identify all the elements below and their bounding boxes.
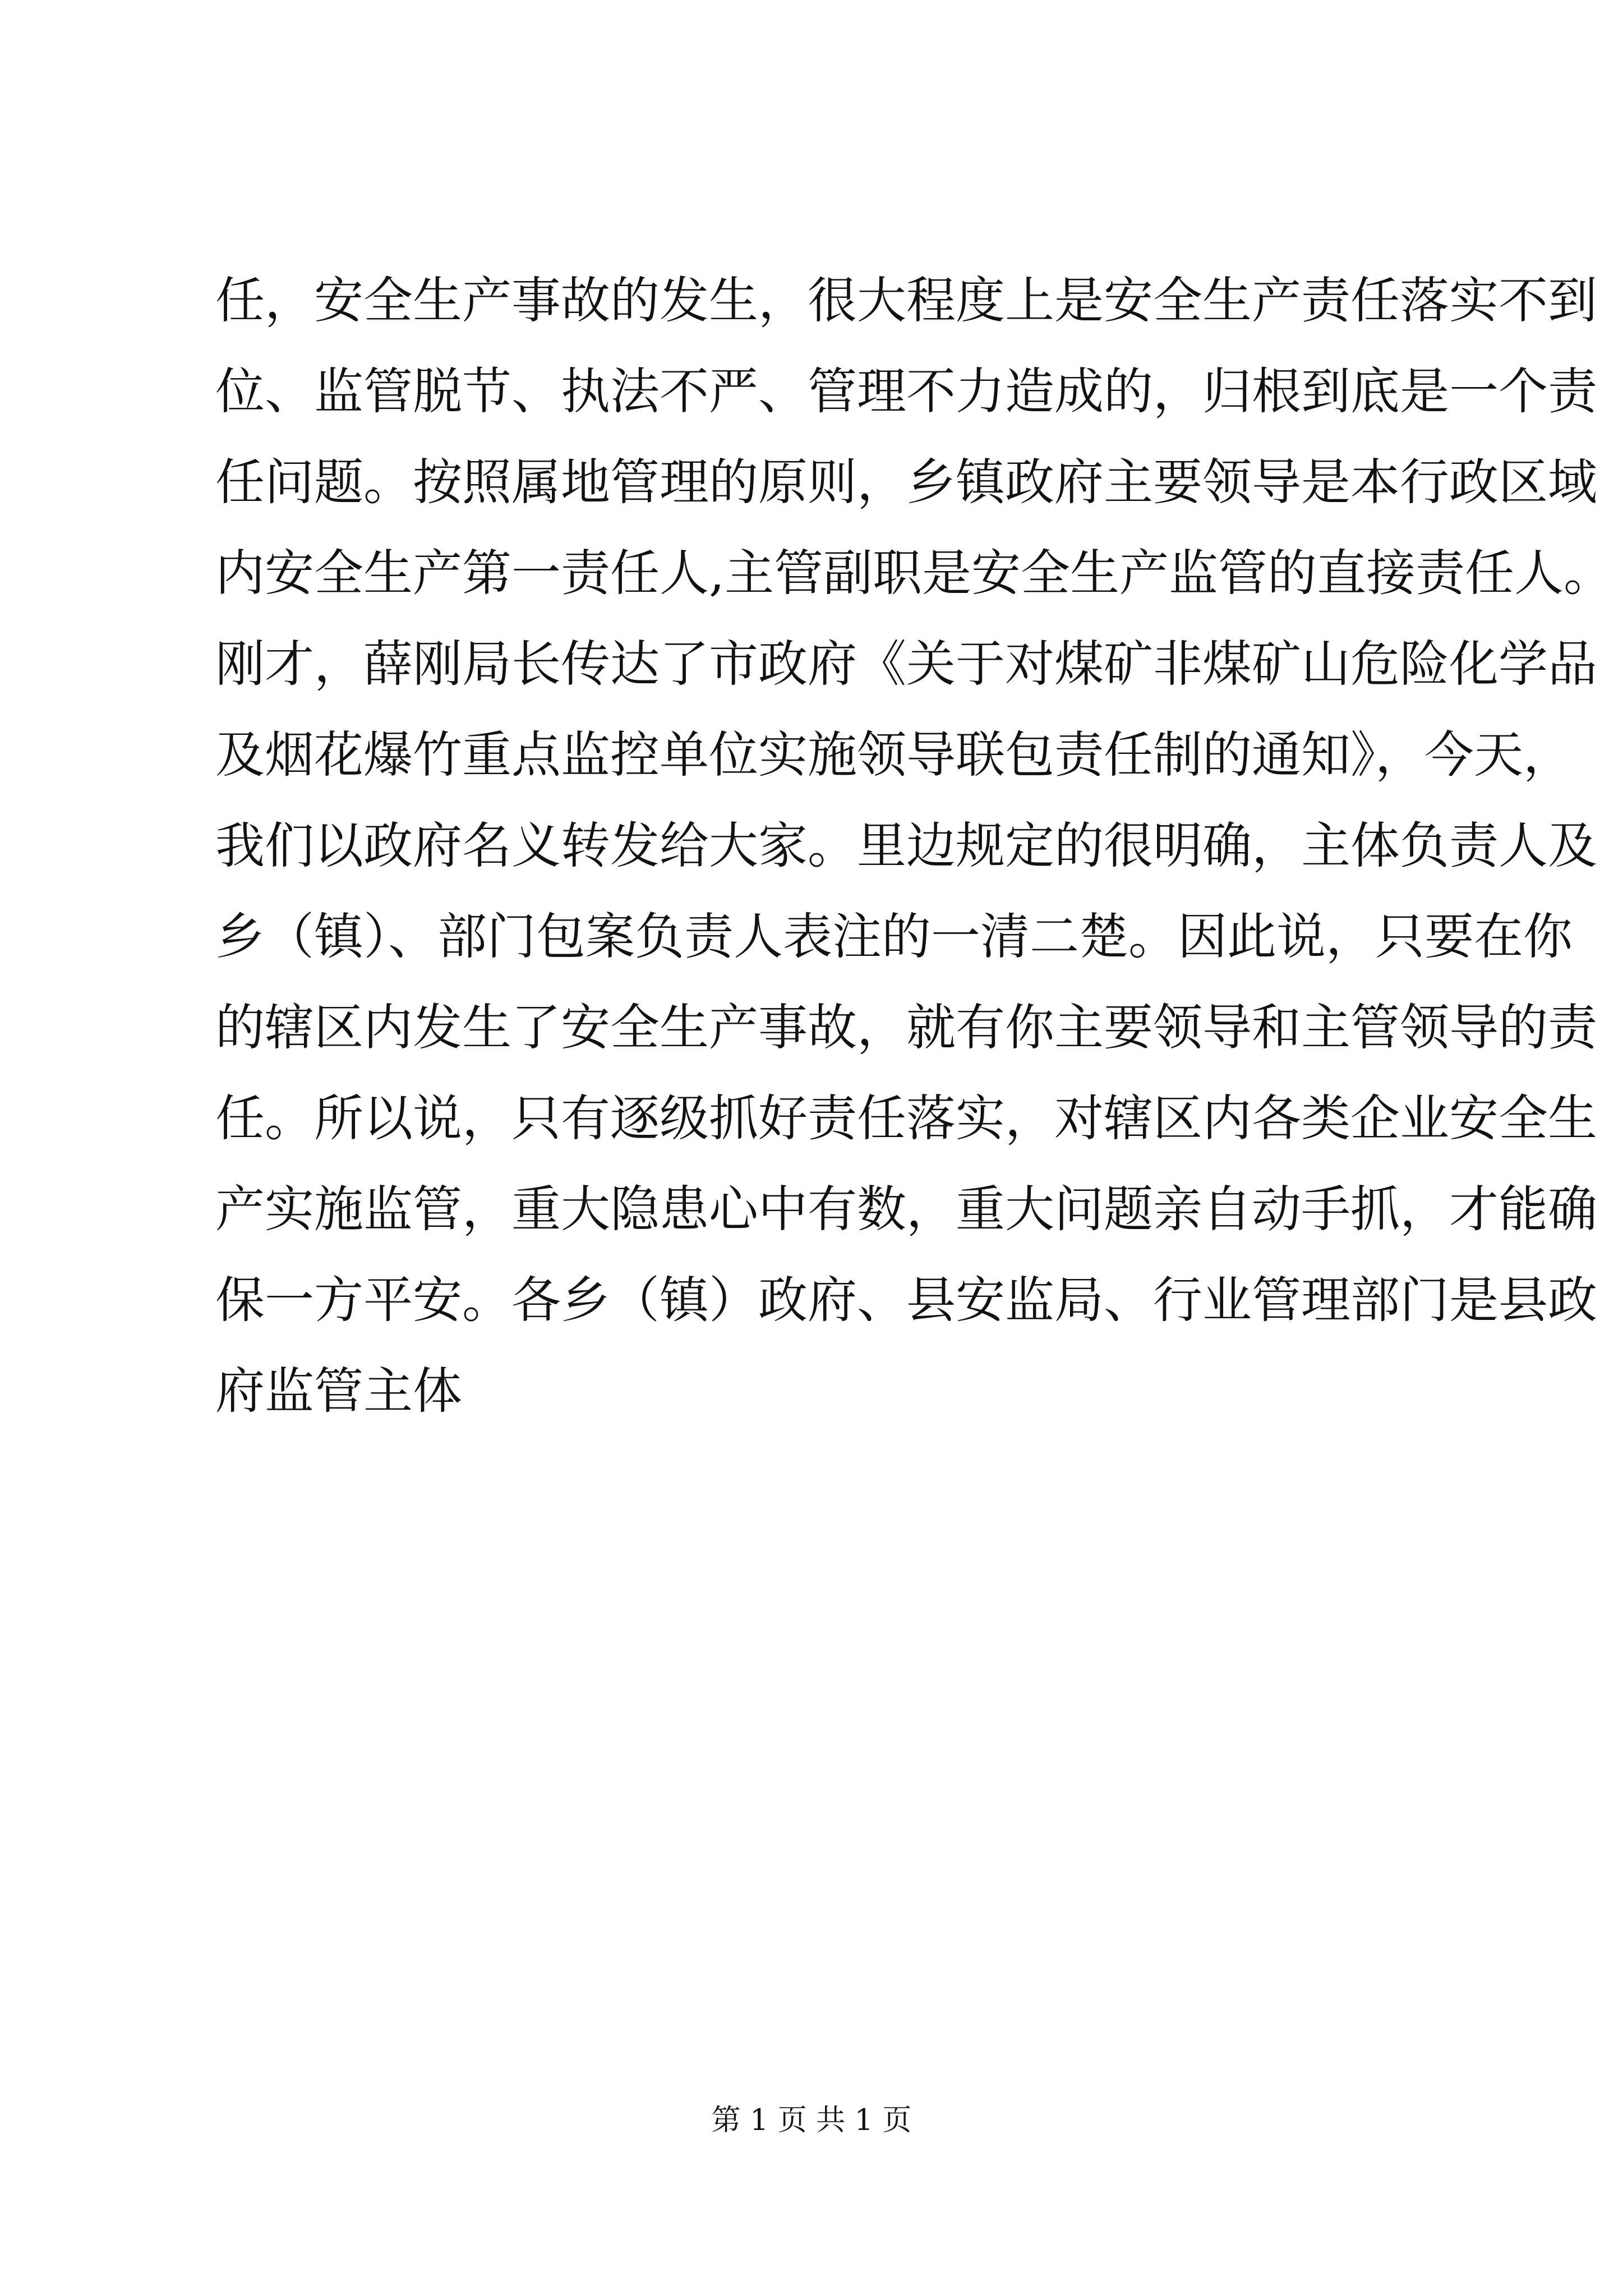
text-line: 刚才，薛刚局长传达了市政府《关于对煤矿非煤矿山危险化学品 bbox=[215, 635, 1598, 693]
text-line: 任，安全生产事故的发生，很大程度上是安全生产责任落实不到 bbox=[215, 272, 1598, 329]
page-number-label: 第 1 页 共 1 页 bbox=[711, 2104, 912, 2137]
text-line: 及烟花爆竹重点监控单位实施领导联包责任制的通知》，今天， bbox=[215, 726, 1573, 784]
text-line: 我们以政府名义转发给大家。里边规定的很明确，主体负责人及 bbox=[215, 817, 1598, 875]
body-paragraph bbox=[215, 255, 1613, 1437]
text-line: 乡（镇）、部门包案负责人表注的一清二楚。因此说，只要在你 bbox=[215, 908, 1573, 965]
text-line: 保一方平安。各乡（镇）政府、县安监局、行业管理部门是县政 bbox=[215, 1271, 1598, 1329]
text-line: 位、监管脱节、执法不严、管理不力造成的，归根到底是一个责 bbox=[215, 362, 1598, 420]
text-line: 内安全生产第一责任人,主管副职是安全生产监管的直接责任人。 bbox=[215, 544, 1613, 602]
text-line: 府监管主体 bbox=[215, 1362, 463, 1420]
text-line: 任问题。按照属地管理的原则，乡镇政府主要领导是本行政区域 bbox=[215, 453, 1598, 511]
text-line: 任。所以说，只有逐级抓好责任落实，对辖区内各类企业安全生 bbox=[215, 1089, 1598, 1147]
text-line: 的辖区内发生了安全生产事故，就有你主要领导和主管领导的责 bbox=[215, 999, 1598, 1056]
text-line: 产实施监管，重大隐患心中有数，重大问题亲自动手抓，才能确 bbox=[215, 1180, 1598, 1238]
page-footer bbox=[0, 2101, 1623, 2140]
